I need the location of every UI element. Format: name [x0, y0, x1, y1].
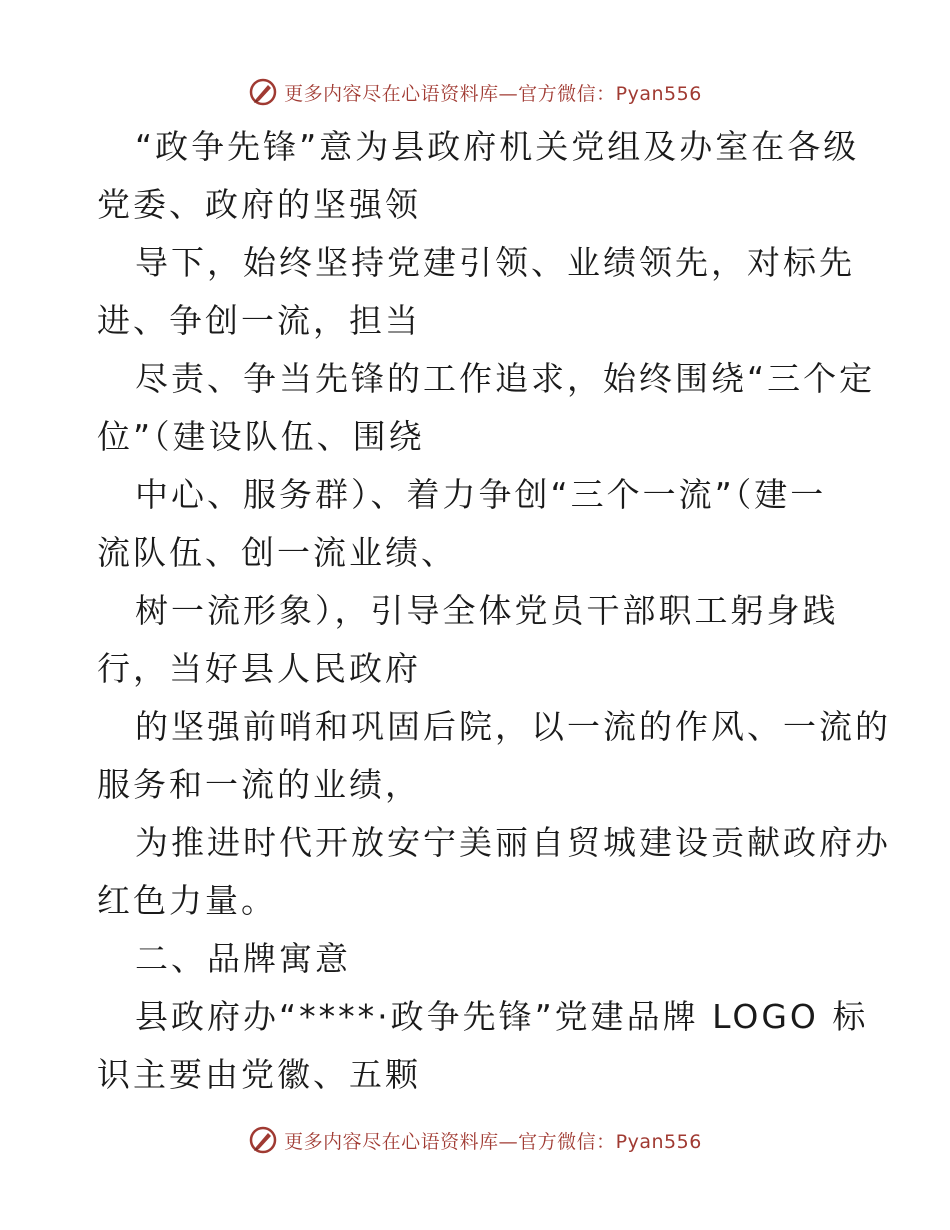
- section-heading: 二、品牌寓意: [135, 939, 351, 978]
- footer-watermark-text: 更多内容尽在心语资料库—官方微信：Pyan556: [284, 1130, 702, 1153]
- document-body: [97, 118, 891, 1104]
- header-watermark-banner: [0, 72, 950, 112]
- paragraph-line: 位”（建设队伍、围绕: [97, 417, 425, 456]
- paragraph-line: 党委、政府的坚强领: [97, 185, 421, 224]
- paragraph-line: 中心、服务群）、着力争创“三个一流”（建一: [135, 475, 827, 514]
- paragraph-line: 进、争创一流，担当: [97, 301, 421, 340]
- footer-watermark-banner: [0, 1120, 950, 1160]
- header-wechat-account: Pyan556: [615, 82, 702, 105]
- paragraph-line: 红色力量。: [97, 881, 277, 920]
- paragraph-line: 的坚强前哨和巩固后院，以一流的作风、一流的: [135, 707, 891, 746]
- paragraph-line: “政争先锋”意为县政府机关党组及办室在各级: [135, 127, 860, 166]
- paragraph-line: 流队伍、创一流业绩、: [97, 533, 457, 572]
- paragraph-line: 为推进时代开放安宁美丽自贸城建设贡献政府办: [135, 823, 891, 862]
- footer-wechat-account: Pyan556: [615, 1130, 702, 1153]
- paragraph-line: 行，当好县人民政府: [97, 649, 421, 688]
- paragraph-line: 服务和一流的业绩，: [97, 765, 421, 804]
- paragraph-line: 导下，始终坚持党建引领、业绩领先，对标先: [135, 243, 855, 282]
- paragraph-line: 树一流形象），引导全体党员干部职工躬身践: [135, 591, 839, 630]
- header-watermark-text: 更多内容尽在心语资料库—官方微信：Pyan556: [284, 82, 702, 105]
- paragraph-line: 县政府办“****·政争先锋”党建品牌 LOGO 标: [135, 997, 869, 1036]
- pen-logo-icon: [248, 77, 278, 107]
- paragraph-line: 尽责、争当先锋的工作追求，始终围绕“三个定: [135, 359, 876, 398]
- paragraph-line: 识主要由党徽、五颗: [97, 1055, 421, 1094]
- pen-logo-icon: [248, 1125, 278, 1155]
